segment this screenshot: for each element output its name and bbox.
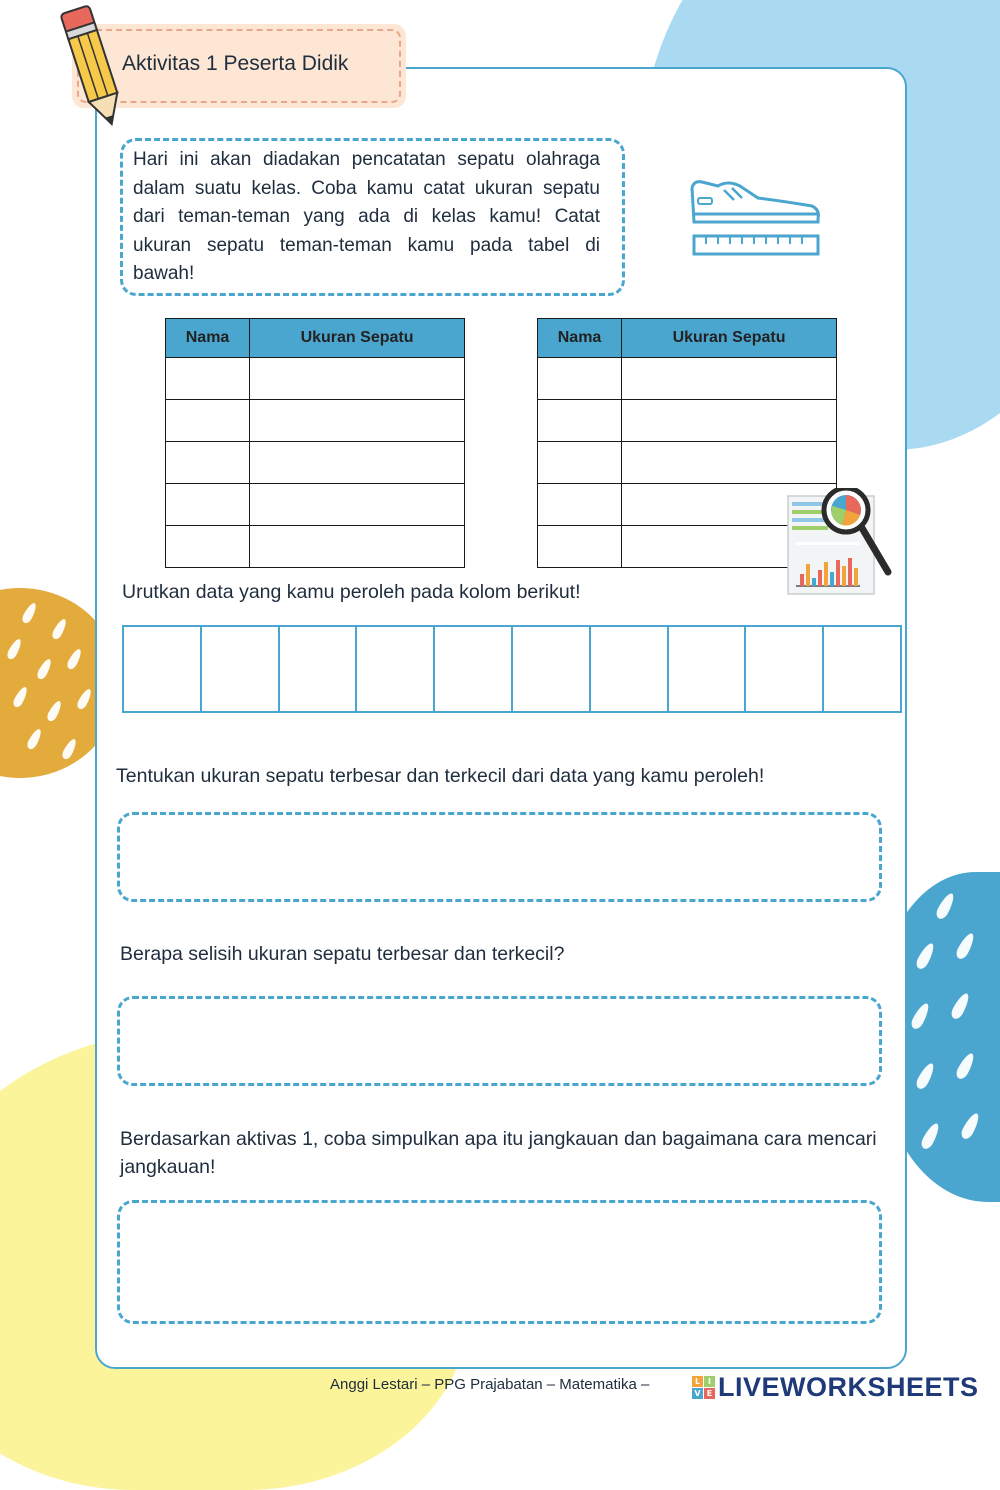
table-row — [166, 358, 465, 400]
footer-credit: Anggi Lestari – PPG Prajabatan – Matematika – — [330, 1376, 650, 1393]
sort-box[interactable] — [357, 627, 435, 711]
table-row — [166, 442, 465, 484]
liveworksheets-mark-icon: L I V E — [692, 1376, 715, 1399]
sort-box[interactable] — [746, 627, 824, 711]
column-header-name: Nama — [166, 319, 250, 358]
liveworksheets-logo[interactable] — [692, 1372, 979, 1403]
table-row — [538, 400, 837, 442]
sort-box[interactable] — [513, 627, 591, 711]
name-cell[interactable] — [166, 526, 250, 568]
table-row — [538, 358, 837, 400]
table-row — [166, 484, 465, 526]
column-header-size: Ukuran Sepatu — [622, 319, 837, 358]
sort-box[interactable] — [435, 627, 513, 711]
table-row — [166, 400, 465, 442]
name-cell[interactable] — [166, 358, 250, 400]
size-cell[interactable] — [250, 358, 465, 400]
column-header-size: Ukuran Sepatu — [250, 319, 465, 358]
table-header-row — [166, 319, 465, 358]
name-cell[interactable] — [538, 442, 622, 484]
question-max-min: Tentukan ukuran sepatu terbesar dan terkecil dari data yang kamu peroleh! — [116, 765, 765, 787]
table-row — [166, 526, 465, 568]
liveworksheets-brand: LIVEWORKSHEETS — [718, 1372, 979, 1402]
table-row — [538, 442, 837, 484]
name-cell[interactable] — [538, 400, 622, 442]
sort-box[interactable] — [202, 627, 280, 711]
size-cell[interactable] — [250, 526, 465, 568]
size-cell[interactable] — [250, 400, 465, 442]
size-cell[interactable] — [622, 442, 837, 484]
column-header-name: Nama — [538, 319, 622, 358]
table-header-row — [538, 319, 837, 358]
answer-box-difference[interactable] — [117, 996, 882, 1086]
sort-box[interactable] — [824, 627, 900, 711]
page-title: Aktivitas 1 Peserta Didik — [122, 52, 349, 75]
sort-box[interactable] — [280, 627, 358, 711]
name-cell[interactable] — [166, 484, 250, 526]
sort-box[interactable] — [669, 627, 747, 711]
answer-box-max-min[interactable] — [117, 812, 882, 902]
name-cell[interactable] — [166, 400, 250, 442]
question-sort-data: Urutkan data yang kamu peroleh pada kolom berikut! — [122, 581, 581, 603]
name-cell[interactable] — [538, 358, 622, 400]
question-range-conclusion: Berdasarkan aktivas 1, coba simpulkan apa itu jangkauan dan bagaimana cara mencari jangkauan! — [120, 1128, 877, 1178]
intro-instructions: Hari ini akan diadakan pencatatan sepatu olahraga dalam suatu kelas. Coba kamu catat ukuran sepatu dari teman-teman yang ada di kelas kamu! Catat ukuran sepatu teman-teman kamu pada tabel di bawah! — [120, 138, 625, 296]
name-cell[interactable] — [166, 442, 250, 484]
size-cell[interactable] — [250, 484, 465, 526]
sort-data-boxes — [122, 625, 902, 713]
name-cell[interactable] — [538, 484, 622, 526]
sort-box[interactable] — [591, 627, 669, 711]
name-cell[interactable] — [538, 526, 622, 568]
shoe-size-table-left — [165, 318, 465, 568]
data-analysis-icon — [782, 488, 894, 598]
question-difference: Berapa selisih ukuran sepatu terbesar dan terkecil? — [120, 943, 565, 965]
shoe-icon — [688, 172, 824, 262]
sort-box[interactable] — [124, 627, 202, 711]
size-cell[interactable] — [622, 400, 837, 442]
answer-box-range-conclusion[interactable] — [117, 1200, 882, 1324]
size-cell[interactable] — [622, 358, 837, 400]
size-cell[interactable] — [250, 442, 465, 484]
